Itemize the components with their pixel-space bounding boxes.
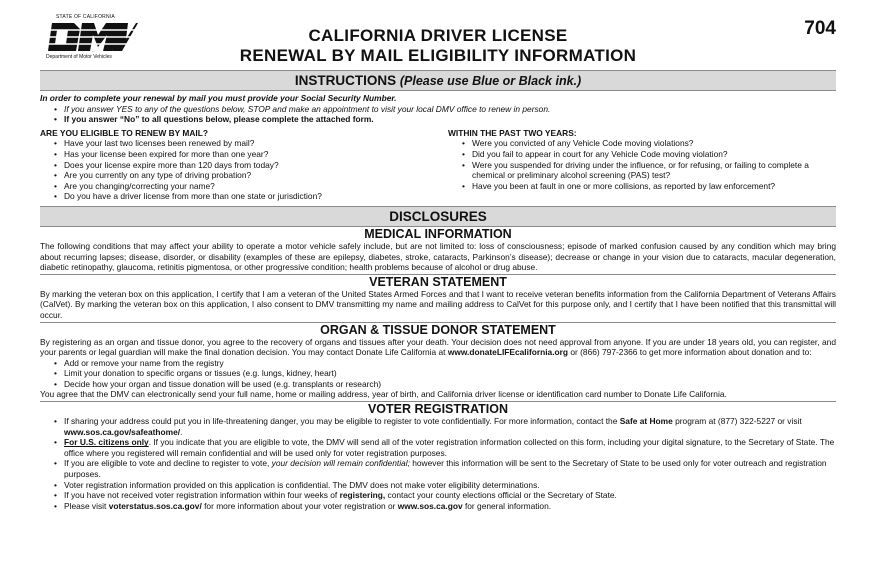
past-two-years-column <box>428 128 836 202</box>
logo-state-label: STATE OF CALIFORNIA <box>56 14 115 20</box>
sos-link[interactable]: www.sos.ca.gov <box>397 500 463 511</box>
instructions-heading-bar <box>40 70 836 91</box>
list-item: • If you have not received voter registration information within four weeks of registering, contact your county elections official or the Secretary of State. <box>54 490 836 501</box>
donor-heading: ORGAN & TISSUE DONOR STATEMENT <box>320 322 556 337</box>
list-item: • Are you currently on any type of driving probation? <box>54 170 428 181</box>
medical-text: The following conditions that may affect your ability to operate a motor vehicle safely include, but are not limited to: loss of consciousness; episode of marked confusion caused by any condition which may bring about recurring lapses; disease, disorder, or disability (examples of these are epilepsy, diabetes, stroke, cataracts, Parkinson’s disease); decrease or change in your vision due to cataracts, macular degeneration, diabetic retinopathy, glaucoma, retinitis pigmentosa, or other progressive condition; health problems because of alcohol or drug abuse. <box>40 240 836 273</box>
instructions-heading: INSTRUCTIONS <box>294 73 397 88</box>
instructions-body <box>40 93 836 125</box>
list-item: • Voter registration information provided on this application is confidential. The DMV does not make voter eligibility determinations. <box>54 480 836 491</box>
form-header <box>40 12 836 70</box>
list-item: • Did you fail to appear in court for any Vehicle Code moving violation? <box>462 149 836 160</box>
safe-at-home-link[interactable]: www.sos.ca.gov/safeathome/ <box>64 426 181 437</box>
donor-closing: You agree that the DMV can electronically send your full name, home or mailing address, year of birth, and California driver license or identification card number to Donate Life California. <box>40 389 727 400</box>
list-item: • Has your license been expired for more than one year? <box>54 149 428 160</box>
voter-list <box>40 416 836 511</box>
voterstatus-link[interactable]: voterstatus.sos.ca.gov/ <box>108 500 202 511</box>
instruction-no: • If you answer “No” to all questions below, please complete the attached form. <box>54 114 836 125</box>
list-item: • Does your license expire more than 120 days from today? <box>54 160 428 171</box>
eligibility-list <box>40 138 428 202</box>
disclosures-heading: DISCLOSURES <box>389 208 487 224</box>
list-item: • Please visit voterstatus.sos.ca.gov/ for more information about your voter registration or www.sos.ca.gov for general information. <box>54 501 836 512</box>
title-line-1: CALIFORNIA DRIVER LICENSE <box>308 26 568 45</box>
list-item: • Decide how your organ and tissue donation will be used (e.g. transplants or research) <box>54 379 836 390</box>
medical-heading: MEDICAL INFORMATION <box>364 226 512 241</box>
list-item: • Limit your donation to specific organs or tissues (e.g. lungs, kidney, heart) <box>54 368 836 379</box>
title-line-2: RENEWAL BY MAIL ELIGIBILITY INFORMATION <box>239 46 637 65</box>
safe-at-home-label: Safe at Home <box>619 416 673 427</box>
us-citizens-only-label: For U.S. citizens only <box>64 437 149 448</box>
logo-wordmark: DMV <box>92 52 95 53</box>
donor-text-a: By registering as an organ and tissue donor, you agree to the recovery of organs and tissues after your death. Your decision does not need approval from anyone. If you are under 18 years old, you can register, and your parents or legal guardian will make the final donation decision. You may contact Donate Life California at <box>40 336 836 358</box>
list-item: • Were you convicted of any Vehicle Code moving violations? <box>462 138 836 149</box>
instruction-yes: • If you answer YES to any of the questions below, STOP and make an appointment to visit your local DMV office to renew in person. <box>54 104 836 115</box>
veteran-heading: VETERAN STATEMENT <box>369 274 507 289</box>
instructions-bullets <box>40 104 836 125</box>
eligibility-column <box>40 128 428 202</box>
donor-list <box>40 358 836 390</box>
donate-life-link[interactable]: www.donateLIFEcalifornia.org <box>447 347 569 358</box>
donor-text-b: or (866) 797-2366 to get more information about donation and to: <box>568 347 812 358</box>
form-title <box>40 26 836 66</box>
past-two-years-list <box>448 138 836 191</box>
list-item: • Have your last two licenses been renewed by mail? <box>54 138 428 149</box>
list-item: • For U.S. citizens only. If you indicate that you are eligible to vote, the DMV will send all of the voter registration information collected on this form, including your digital signature, to the Secretary of State. The office where you registered will remain confidential and will be used only for voter registration purposes. <box>54 437 836 458</box>
eligibility-questions <box>40 128 836 202</box>
list-item: • Are you changing/correcting your name? <box>54 181 428 192</box>
past-two-years-heading: WITHIN THE PAST TWO YEARS: <box>448 127 577 138</box>
eligibility-heading: ARE YOU ELIGIBLE TO RENEW BY MAIL? <box>40 127 208 138</box>
veteran-text: By marking the veteran box on this application, I certify that I am a veteran of the United States Armed Forces and that I want to receive veteran benefits information from the California Department of Veterans Affairs (CalVet). By marking the veteran box on this application, I also consent to DMV transmitting my name and mailing address to CalVet for this purpose only, and I certify that I have been notified that this transmittal will occur. <box>40 288 836 320</box>
voter-heading: VOTER REGISTRATION <box>367 402 509 417</box>
list-item: • Were you suspended for driving under the influence, or for refusing, or failing to complete a chemical or preliminary alcohol screening (PAS) test? <box>462 160 836 181</box>
list-item: • If you are eligible to vote and decline to register to vote, your decision will remain confidential; however this information will be sent to the Secretary of State to be used only for voter outreach and registration purposes. <box>54 458 836 479</box>
logo-department: Department of Motor Vehicles <box>46 54 112 60</box>
form-page <box>40 12 836 511</box>
instructions-lead: In order to complete your renewal by mail you must provide your Social Security Number. <box>40 93 397 103</box>
instructions-ink-note: (Please use Blue or Black ink.) <box>399 74 582 88</box>
donor-text <box>40 337 836 358</box>
list-item: • Have you been at fault in one or more collisions, as reported by law enforcement? <box>462 181 836 192</box>
disclosures-heading-bar <box>40 206 836 227</box>
list-item: • If sharing your address could put you in life-threatening danger, you may be eligible to register to vote confidentially. For more information, contact the Safe at Home program at (877) 322-5227 or visit www.sos.ca.gov/safeathome/. <box>54 416 836 437</box>
list-item: • Add or remove your name from the registry <box>54 358 836 369</box>
form-number: 704 <box>804 18 836 39</box>
list-item: • Do you have a driver license from more than one state or jurisdiction? <box>54 191 428 202</box>
